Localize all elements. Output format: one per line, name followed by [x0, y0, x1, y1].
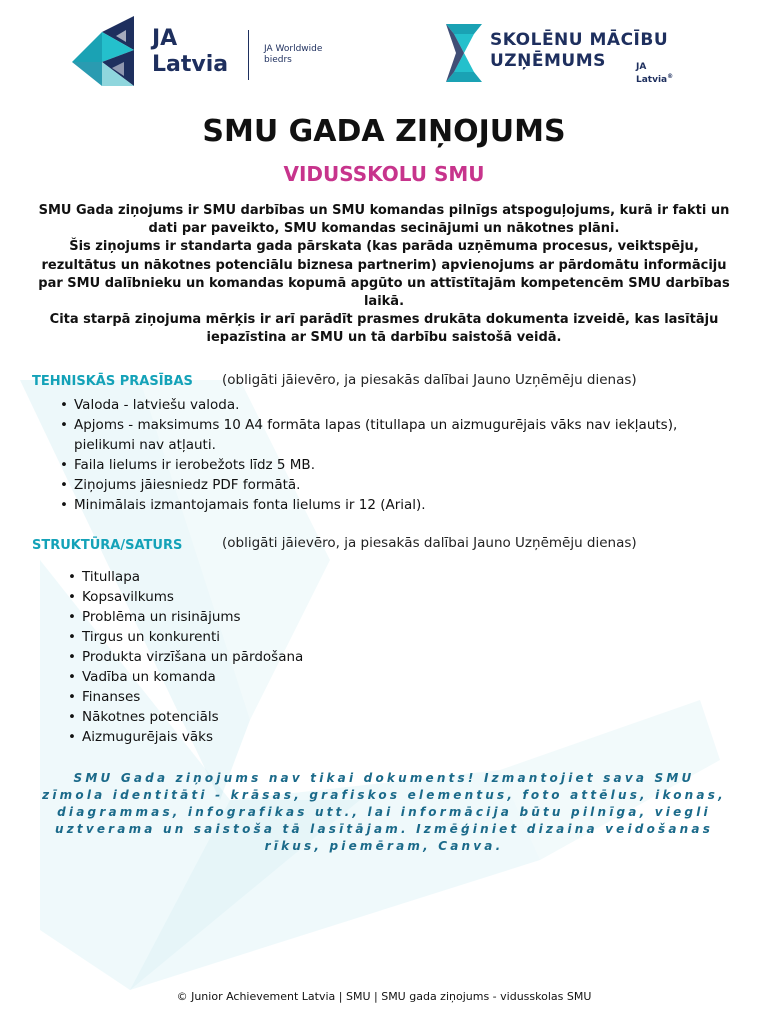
list-item: • Minimālais izmantojamais fonta lielums ir 12 (Arial).	[60, 495, 740, 515]
list-item: • Ziņojums jāiesniedz PDF formātā.	[60, 475, 740, 495]
list-item: • Finanses	[68, 687, 468, 707]
hourglass-logo-icon	[444, 22, 484, 84]
structure-note: (obligāti jāievēro, ja piesakās dalībai Jauno Uzņēmēju dienas)	[222, 535, 637, 551]
intro-paragraph-1: SMU Gada ziņojums ir SMU darbības un SMU komandas pilnīgs atspoguļojums, kurā ir fakti un dati par paveikto, SMU komandas secinājumi un nākotnes plāni.	[38, 203, 730, 237]
ja-triangle-logo-icon	[72, 16, 138, 86]
registered-mark: ®	[667, 73, 674, 80]
intro-text	[32, 202, 736, 348]
structure-list	[68, 567, 468, 747]
smu-logo	[444, 22, 684, 92]
page-subtitle: VIDUSSKOLU SMU	[283, 162, 485, 186]
intro-paragraph-2: Šis ziņojums ir standarta gada pārskata (kas parāda uzņēmuma procesus, veiktspēju, rezultātus un nākotnes potenciālu biznesa partnerim) apvienojums ar pārdomātu informāciju par SMU dalībnieku un komandas kopumā apgūto un attīstītajām kompetencēm SMU darbības laikā.	[38, 239, 730, 310]
smu-ja-line2: Latvia	[636, 75, 668, 85]
list-item: • Problēma un risinājums	[68, 607, 468, 627]
logo-divider	[248, 30, 249, 80]
list-item: • Nākotnes potenciāls	[68, 707, 468, 727]
list-item: • Titullapa	[68, 567, 468, 587]
ja-logo-text	[152, 26, 228, 78]
list-item: • Kopsavilkums	[68, 587, 468, 607]
technical-list	[60, 395, 740, 515]
intro-paragraph-3: Cita starpā ziņojuma mērķis ir arī parādīt prasmes drukāta dokumenta izveidē, kas lasītāju iepazīstina ar SMU un tā darbību saistošā veidā.	[49, 312, 719, 346]
page-footer: © Junior Achievement Latvia | SMU | SMU gada ziņojums - vidusskolas SMU	[176, 990, 592, 1003]
smu-logo-line1: SKOLĒNU MĀCĪBU	[490, 30, 669, 50]
ja-tagline-line2: biedrs	[264, 55, 292, 65]
structure-heading: STRUKTŪRA/SATURS	[32, 538, 183, 553]
smu-ja-latvia-mark	[636, 62, 673, 85]
list-item: • Produkta virzīšana un pārdošana	[68, 647, 468, 667]
ja-logo-line1: JA	[152, 26, 178, 51]
ja-worldwide-tagline	[264, 44, 322, 66]
ja-tagline-line1: JA Worldwide	[264, 44, 323, 54]
smu-logo-line2: UZŅĒMUMS	[490, 51, 606, 71]
page-title: SMU GADA ZIŅOJUMS	[202, 114, 566, 149]
list-item: • Aizmugurējais vāks	[68, 727, 468, 747]
list-item: • Apjoms - maksimums 10 A4 formāta lapas (titullapa un aizmugurējais vāks nav iekļauts), pielikumi nav atļauti.	[60, 415, 740, 455]
list-item: • Faila lielums ir ierobežots līdz 5 MB.	[60, 455, 740, 475]
technical-heading: TEHNISKĀS PRASĪBAS	[32, 374, 193, 389]
list-item: • Vadība un komanda	[68, 667, 468, 687]
smu-ja-line1: JA	[636, 62, 647, 72]
technical-note: (obligāti jāievēro, ja piesakās dalībai Jauno Uzņēmēju dienas)	[222, 372, 637, 388]
ja-logo-line2: Latvia	[152, 52, 229, 77]
list-item: • Tirgus un konkurenti	[68, 627, 468, 647]
list-item: • Valoda - latviešu valoda.	[60, 395, 740, 415]
closing-message: SMU Gada ziņojums nav tikai dokuments! Izmantojiet sava SMU zīmola identitāti - krāsas, grafiskos elementus, foto attēlus, ikonas, diagrammas, infografikas utt., lai informācija būtu pilnīga, viegli uztverama un saistoša tā lasītājam. Izmēģiniet dizaina veidošanas rīkus, piemēram, Canva.	[42, 771, 726, 853]
ja-latvia-logo	[72, 16, 342, 86]
